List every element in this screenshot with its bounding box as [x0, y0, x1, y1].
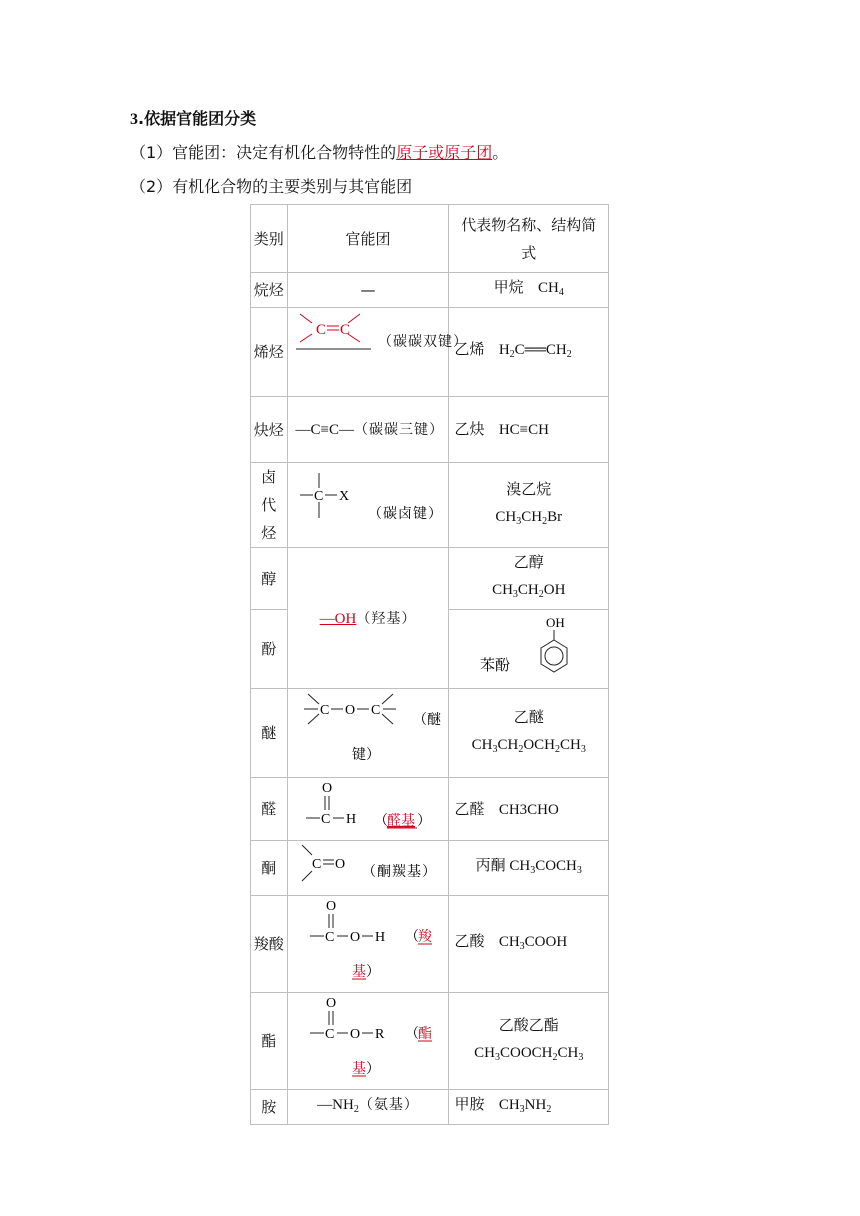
representative-cell: [449, 778, 609, 841]
representative-cell: [449, 610, 609, 689]
rep-name: 乙醛: [454, 799, 485, 818]
table-row: [251, 273, 609, 308]
functional-group-cell: [287, 778, 449, 841]
category-cell: 醛: [251, 778, 288, 841]
carboxyl-structure-icon: [288, 896, 446, 992]
svg-text:O: O: [321, 781, 332, 796]
fg-note: （氨基）: [358, 1097, 419, 1113]
rep-formula: $CH_3NH_2$: [498, 1097, 552, 1115]
section-title: .依据官能团分类: [138, 109, 257, 128]
definition-highlight: 原子或原子团: [396, 143, 493, 162]
rep-name: 甲胺: [454, 1095, 485, 1113]
svg-text:（: （: [404, 929, 419, 945]
rep-formula: $CH_3CH_2Br$: [495, 508, 563, 527]
aldehyde-structure-icon: [288, 778, 446, 840]
table-row: [251, 689, 609, 778]
table-row: [251, 778, 609, 841]
rep-name: 甲烷: [493, 278, 524, 296]
rep-formula: $CH_3COCH_3$: [505, 858, 582, 876]
ketone-structure-icon: [288, 841, 446, 895]
category-cell: 醇: [251, 548, 288, 610]
svg-text:C: C: [313, 489, 323, 504]
alkyne-structure: —C≡C—: [295, 422, 354, 438]
alkene-structure-icon: [288, 308, 468, 396]
rep-formula: $CH_3CH_2OCH_2CH_3$: [471, 736, 586, 755]
category-cell: 酮: [251, 841, 288, 896]
representative-cell: [449, 397, 609, 463]
functional-group-cell: [287, 689, 449, 778]
representative-cell: [449, 463, 609, 548]
svg-text:O: O: [325, 899, 336, 914]
svg-text:（: （: [373, 813, 388, 829]
header-functional-group: 官能团: [287, 205, 449, 273]
category-cell: 酚: [251, 610, 288, 689]
functional-group-cell: [287, 397, 449, 463]
svg-text:羧: 羧: [417, 929, 432, 945]
hydroxyl-structure: —OH: [319, 610, 357, 627]
amine-structure: $—NH_2$: [317, 1097, 359, 1115]
table-row: [251, 463, 609, 548]
svg-text:O: O: [325, 996, 336, 1011]
svg-text:O: O: [349, 1027, 360, 1042]
svg-text:（碳碳双键）: （碳碳双键）: [377, 334, 468, 350]
svg-text:键）: 键）: [351, 747, 380, 763]
definition-paragraph: [130, 140, 508, 163]
category-cell: 烷烃: [251, 273, 288, 308]
functional-group-table: [250, 204, 609, 1125]
phenol-structure-icon: [449, 610, 603, 688]
header-representative: 代表物名称、结构简式: [449, 205, 609, 273]
table-row: [251, 896, 609, 993]
svg-text:C: C: [315, 322, 326, 338]
svg-text:C: C: [324, 1027, 334, 1042]
svg-text:C: C: [370, 703, 380, 718]
svg-text:C: C: [311, 857, 321, 872]
category-cell: 醚: [251, 689, 288, 778]
functional-group-cell: [287, 896, 449, 993]
svg-text:C: C: [320, 812, 330, 827]
definition-suffix: 。: [492, 143, 509, 162]
rep-formula: $CH_4$: [537, 280, 564, 298]
svg-text:R: R: [374, 1027, 384, 1042]
svg-text:H: H: [374, 930, 385, 945]
svg-text:H: H: [345, 812, 356, 827]
functional-group-cell: [287, 993, 449, 1090]
rep-formula: $H_2C══CH_2$: [498, 342, 572, 360]
svg-text:）: ）: [365, 964, 380, 980]
representative-cell: [449, 548, 609, 610]
table-header-row: [251, 205, 609, 273]
rep-name: 乙酸乙酯: [498, 1015, 559, 1034]
svg-text:C: C: [339, 322, 350, 338]
svg-text:（: （: [404, 1026, 419, 1042]
svg-text:O: O: [334, 857, 345, 872]
halide-structure-icon: [288, 470, 446, 540]
svg-text:基: 基: [351, 964, 366, 980]
functional-group-cell: [287, 463, 449, 548]
svg-text:酯: 酯: [417, 1026, 432, 1042]
table-intro: （2）有机化合物的主要类别与其官能团: [130, 177, 413, 196]
definition-text: （1）官能团：决定有机化合物特性的: [130, 143, 397, 162]
category-cell: 酯: [251, 993, 288, 1090]
svg-text:X: X: [338, 489, 349, 504]
fg-note: （羟基）: [356, 610, 417, 627]
functional-group-cell: [287, 841, 449, 896]
rep-name: 溴乙烷: [506, 479, 552, 498]
category-cell: 烯烃: [251, 308, 288, 397]
ether-structure-icon: [288, 689, 446, 777]
representative-cell: [449, 308, 609, 397]
table-row: [251, 1090, 609, 1125]
category-cell: 卤代烃: [251, 463, 288, 548]
category-cell: 羧酸: [251, 896, 288, 993]
rep-formula: $CH_3CH_2OH$: [492, 582, 566, 600]
category-cell: 炔烃: [251, 397, 288, 463]
rep-formula: CH3CHO: [498, 801, 559, 818]
rep-name: 乙酸: [454, 932, 485, 950]
ester-structure-icon: [288, 993, 446, 1089]
representative-cell: [449, 1090, 609, 1125]
representative-cell: [449, 841, 609, 896]
rep-name: 丙酮: [475, 856, 506, 874]
svg-text:（碳卤键）: （碳卤键）: [367, 506, 443, 522]
rep-name: 乙炔: [454, 420, 485, 438]
svg-text:（醚: （醚: [412, 712, 441, 728]
svg-text:醛基: 醛基: [386, 813, 415, 829]
section-number: 3: [130, 111, 138, 128]
header-category: 类别: [251, 205, 288, 273]
table-row: [251, 397, 609, 463]
table-row: [251, 841, 609, 896]
table-row: [251, 308, 609, 397]
category-cell: 胺: [251, 1090, 288, 1125]
rep-formula: HC≡CH: [498, 422, 549, 438]
rep-name: 乙醇: [513, 553, 544, 571]
functional-group-cell: —: [287, 273, 449, 308]
functional-group-cell: [287, 548, 449, 689]
svg-text:OH: OH: [546, 615, 566, 630]
functional-group-cell: [287, 1090, 449, 1125]
svg-text:C: C: [319, 703, 329, 718]
rep-name: 乙醚: [513, 707, 544, 726]
section-heading: [130, 106, 256, 129]
svg-text:）: ）: [416, 813, 431, 829]
svg-text:O: O: [344, 703, 355, 718]
functional-group-cell: [287, 308, 468, 397]
svg-text:苯酚: 苯酚: [480, 656, 511, 674]
rep-name: 乙烯: [454, 340, 485, 358]
rep-formula: $CH_3COOCH_2CH_3$: [474, 1044, 584, 1063]
representative-cell: [449, 896, 609, 993]
rep-formula: $CH_3COOH$: [498, 934, 568, 952]
svg-text:）: ）: [365, 1061, 380, 1077]
svg-text:C: C: [324, 930, 334, 945]
table-row: [251, 548, 609, 610]
svg-text:基: 基: [351, 1061, 366, 1077]
svg-text:O: O: [349, 930, 360, 945]
fg-note: （碳碳三键）: [353, 422, 444, 438]
svg-text:（酮羰基）: （酮羰基）: [361, 864, 437, 880]
table-row: [251, 993, 609, 1090]
representative-cell: [449, 689, 609, 778]
representative-cell: [449, 273, 609, 308]
representative-cell: [449, 993, 609, 1090]
